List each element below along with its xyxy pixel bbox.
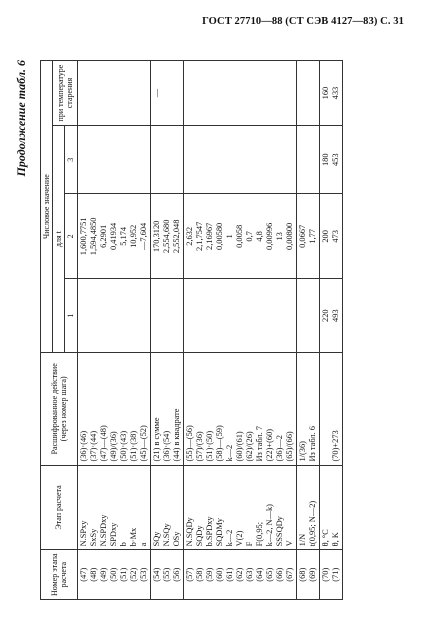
cell-line: 10,952 — [128, 224, 138, 248]
cell-line: θ, K — [330, 532, 340, 547]
cell-line: 433 — [330, 86, 340, 100]
col-2: 2 — [65, 194, 77, 279]
table-row — [77, 61, 150, 600]
cell-line: V — [284, 540, 294, 547]
table-caption: Продолжение табл. 6 — [14, 60, 28, 177]
cell-line: (49)/(36) — [108, 431, 118, 462]
cell-line: (50) — [108, 567, 118, 582]
cell-line: 2,1,7547 — [194, 221, 204, 252]
values-col-2 — [319, 194, 342, 279]
step-numbers — [183, 550, 296, 600]
cell-line: 1,77 — [307, 229, 317, 244]
cell-line: (64) — [254, 567, 264, 582]
cell-line: 220 — [320, 309, 330, 322]
cell-line: (59) — [204, 567, 214, 582]
cell-line: t(0,95; N—2) — [307, 500, 317, 547]
cell-line: 0,00800 — [284, 222, 294, 250]
calculation-table — [40, 60, 343, 600]
values-col-3 — [319, 126, 342, 194]
stage-names — [150, 465, 183, 550]
table-row — [183, 61, 296, 600]
action-descriptions — [296, 353, 319, 465]
cell-line: 2,16967 — [204, 222, 214, 250]
step-numbers — [296, 550, 319, 600]
table-body — [77, 61, 342, 600]
cell-line: 200 — [320, 230, 330, 243]
cell-line: (58) — [194, 567, 204, 582]
cell-line: (54) — [151, 567, 161, 582]
cell-line: (36)·(54) — [161, 430, 171, 462]
cell-line: (52) — [128, 567, 138, 582]
values-col-2 — [296, 194, 319, 279]
cell-line: (44) в квадрате — [171, 408, 181, 462]
cell-line: 0,7 — [244, 231, 254, 242]
cell-line: (49) — [98, 567, 108, 582]
cell-line: 160 — [320, 86, 330, 100]
cell-line: (53) — [138, 567, 148, 582]
cell-line: N.SQy — [161, 523, 171, 547]
cell-line: (58)—(59) — [214, 425, 224, 462]
cell-line: (51)·(50) — [204, 430, 214, 462]
stage-names — [77, 465, 150, 550]
cell-line: (37)·(44) — [88, 430, 98, 462]
cell-line: (70)+273 — [330, 430, 340, 462]
cell-line: —7,604 — [138, 222, 148, 250]
cell-line: 6,2901 — [98, 224, 108, 248]
cell-line: (68) — [297, 567, 307, 582]
cell-line: F(0,95; — [254, 521, 264, 547]
cell-line: SxSy — [88, 528, 98, 547]
cell-line: (66) — [274, 567, 284, 582]
cell-line: (65)/(66) — [284, 431, 294, 462]
cell-line: 0,0058 — [234, 224, 244, 248]
cell-line: (45)—(52) — [138, 425, 148, 462]
cell-line: SQDy — [194, 525, 204, 547]
values-col-1 — [319, 279, 342, 353]
col-temp: при температуре старения — [53, 61, 77, 126]
cell-line: k—2 — [224, 444, 234, 462]
values-col-3 — [183, 126, 296, 194]
cell-line: N.SPxy — [78, 520, 88, 547]
col-1: 1 — [65, 279, 77, 353]
cell-line: k—2 — [224, 529, 234, 547]
cell-line: V(2) — [234, 530, 244, 547]
cell-line — [321, 356, 331, 461]
values-col-1 — [77, 279, 150, 353]
cell-line: 473 — [330, 230, 340, 243]
cell-line: 1,594,4850 — [88, 217, 98, 256]
cell-line: (21) в сумме — [151, 417, 161, 462]
cell-line: 2,632 — [184, 226, 194, 246]
cell-line: (48) — [88, 567, 98, 582]
cell-line: 5,174 — [118, 226, 128, 246]
cell-line: (69) — [307, 567, 317, 582]
stage-names — [319, 465, 342, 550]
cell-line: 2,554,680 — [161, 219, 171, 254]
cell-line: (47) — [78, 567, 88, 582]
page-header: ГОСТ 27710—88 (СТ СЭВ 4127—83) С. 31 — [202, 16, 404, 27]
table-row — [296, 61, 319, 600]
cell-line: k—2, N—k) — [264, 504, 274, 547]
col-for-t: для t — [53, 126, 65, 353]
cell-line: 170,3120 — [151, 220, 161, 253]
cell-line: (67) — [284, 567, 294, 582]
values-col-2 — [183, 194, 296, 279]
cell-line: a — [138, 542, 148, 547]
cell-line: 0,00580 — [214, 222, 224, 250]
cell-line: 1/N — [297, 533, 307, 547]
cell-line: 0,00996 — [264, 222, 274, 250]
cell-line: (65) — [264, 567, 274, 582]
cell-line: 453 — [330, 153, 340, 167]
cell-line: (55)—(56) — [184, 425, 194, 462]
cell-line: — — [151, 88, 161, 98]
values-temp — [77, 61, 150, 126]
cell-line: 0,41934 — [108, 222, 118, 250]
cell-line: 1/(36) — [297, 441, 307, 462]
cell-line: Из табл. 7 — [254, 426, 264, 462]
action-descriptions — [77, 353, 150, 465]
values-col-1 — [183, 279, 296, 353]
cell-line: (71) — [330, 567, 340, 582]
values-col-3 — [296, 126, 319, 194]
cell-line: N.SQDy — [184, 517, 194, 547]
table-row — [319, 61, 342, 600]
cell-line: SQy — [151, 531, 161, 547]
step-numbers — [150, 550, 183, 600]
cell-line: 4,8 — [254, 231, 264, 242]
cell-line: (36)·(46) — [78, 430, 88, 462]
action-descriptions — [183, 353, 296, 465]
values-temp — [183, 61, 296, 126]
cell-line: 0,0667 — [297, 224, 307, 248]
cell-line: N.SPDxy — [98, 514, 108, 547]
table-row — [150, 61, 183, 600]
cell-line: θ, °C — [320, 529, 330, 547]
cell-line: 1,600,7751 — [78, 217, 88, 256]
cell-line: OSy — [171, 531, 181, 547]
values-col-1 — [150, 279, 183, 353]
values-col-2 — [150, 194, 183, 279]
col-numeric: Числовое значение — [41, 61, 53, 353]
cell-line: (50)·(43) — [118, 430, 128, 462]
cell-line: SQDMy — [214, 518, 224, 547]
cell-line: (51) — [118, 567, 128, 582]
col-3: 3 — [65, 126, 77, 194]
cell-line: (70) — [320, 567, 330, 582]
cell-line: (47)—(48) — [98, 425, 108, 462]
cell-line: (57)/(36) — [194, 431, 204, 462]
cell-line: (60)/(61) — [234, 431, 244, 462]
cell-line: b.SPDxy — [204, 516, 214, 547]
values-temp — [296, 61, 319, 126]
cell-line: (22)+(60) — [264, 428, 274, 462]
cell-line: b·Mx — [128, 527, 138, 547]
cell-line: (62)/(26) — [244, 431, 254, 462]
col-action: Расшифрованное действие (через номер шага) — [41, 353, 78, 465]
cell-line: (36)—2 — [274, 435, 284, 462]
col-step-no: Номер этапа расчета — [41, 550, 78, 600]
cell-line: 493 — [330, 309, 340, 322]
stage-names — [296, 465, 319, 550]
step-numbers — [319, 550, 342, 600]
cell-line: SSSQDy — [274, 516, 284, 547]
cell-line: (57) — [184, 567, 194, 582]
values-col-3 — [150, 126, 183, 194]
values-col-3 — [77, 126, 150, 194]
cell-line: (62) — [234, 567, 244, 582]
cell-line: (56) — [171, 567, 181, 582]
cell-line: 1 — [224, 234, 234, 239]
values-temp — [319, 61, 342, 126]
cell-line: b — [118, 542, 128, 547]
cell-line: (61) — [224, 567, 234, 582]
cell-line: F — [244, 541, 254, 547]
cell-line: Из табл. 6 — [307, 426, 317, 462]
rotated-table-region — [14, 60, 385, 600]
cell-line: 180 — [320, 153, 330, 167]
cell-line: (60) — [214, 567, 224, 582]
cell-line: (63) — [244, 567, 254, 582]
action-descriptions — [319, 353, 342, 465]
step-numbers — [77, 550, 150, 600]
cell-line: (51)·(38) — [128, 430, 138, 462]
cell-line: 2,552,048 — [171, 219, 181, 254]
values-col-2 — [77, 194, 150, 279]
values-col-1 — [296, 279, 319, 353]
cell-line: 13 — [274, 232, 284, 241]
cell-line: SPDxy — [108, 522, 118, 547]
action-descriptions — [150, 353, 183, 465]
col-stage: Этап расчета — [41, 465, 78, 550]
cell-line: (55) — [161, 567, 171, 582]
values-temp — [150, 61, 183, 126]
stage-names — [183, 465, 296, 550]
